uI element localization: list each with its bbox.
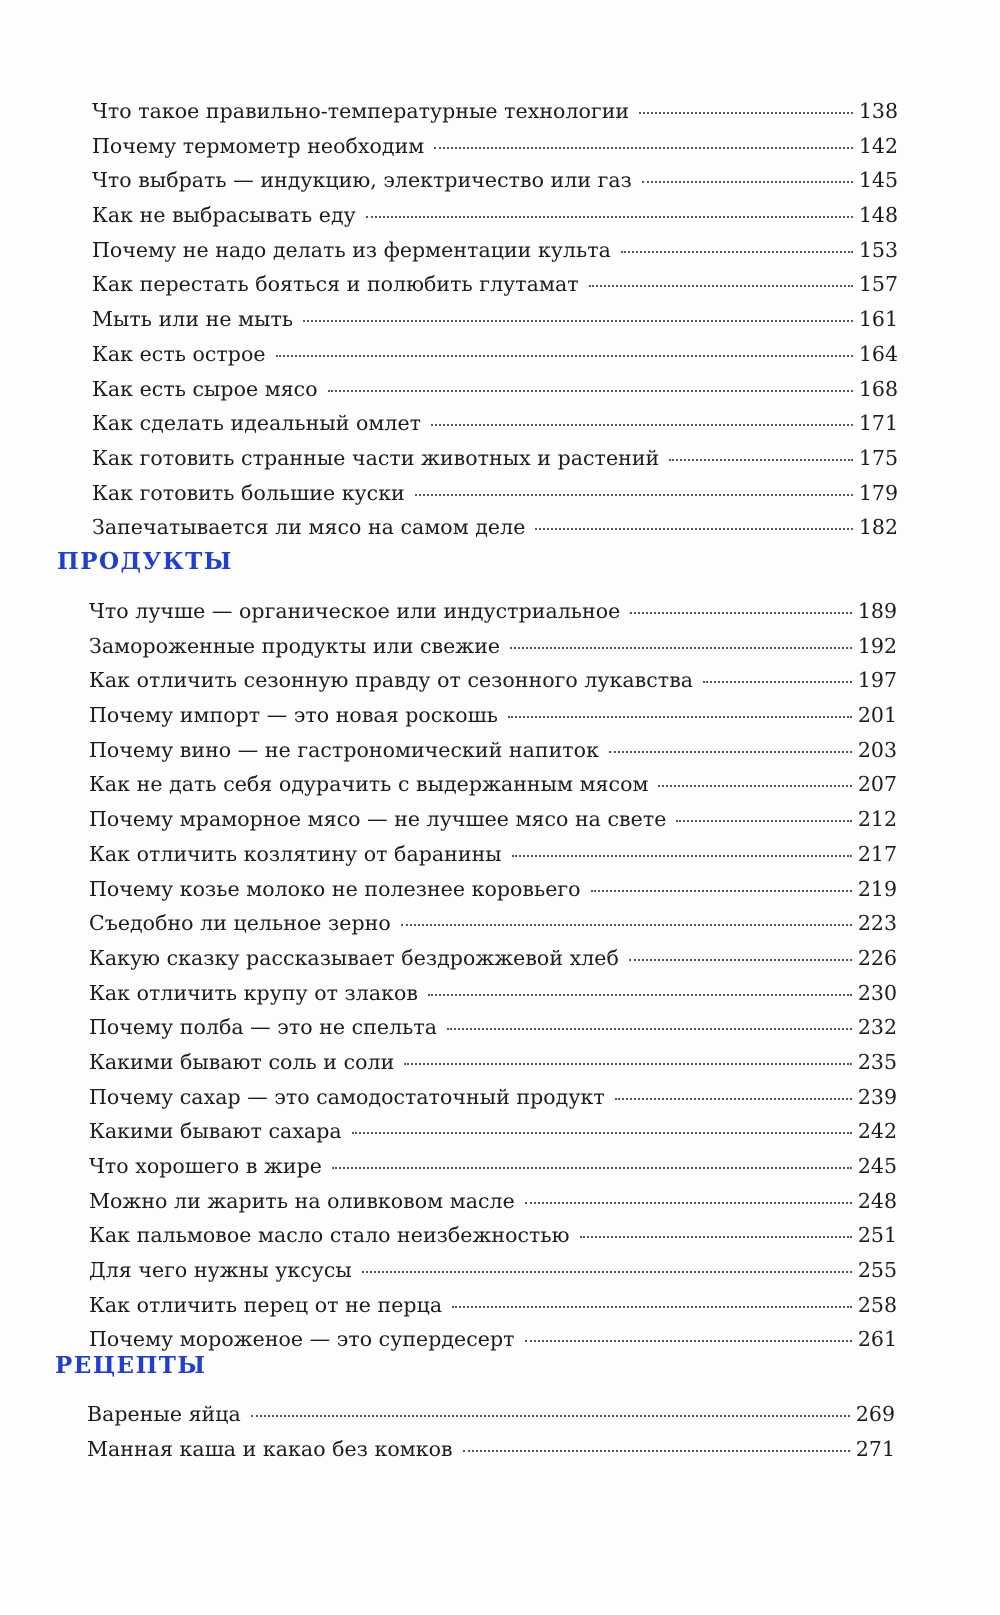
toc-leader-dots [512,854,852,857]
toc-entry [92,129,898,164]
toc-entry-title: Манная каша и какао без комков [87,1436,453,1461]
toc-entry [89,1184,897,1219]
toc-entry-page-number: 182 [858,515,898,540]
toc-leader-dots [328,389,853,392]
toc-entry [89,663,897,698]
toc-entry-title: Как сделать идеальный омлет [92,411,422,436]
toc-entry [89,941,897,976]
toc-leader-dots [447,1027,852,1030]
toc-entry [92,198,898,233]
toc-entry-title: Как перестать бояться и полюбить глутамат [92,272,579,297]
toc-entry-title: Почему мороженое — это супердесерт [89,1327,515,1352]
toc-entry [89,1288,897,1323]
toc-leader-dots [535,527,852,530]
toc-leader-dots [621,250,853,253]
toc-leader-dots [276,354,853,357]
toc-entry-title: Как не выбрасывать еду [92,203,356,228]
toc-entry [92,302,898,337]
toc-entry [89,802,897,837]
toc-entry [87,1397,895,1432]
toc-entry [89,1114,897,1149]
toc-entry-page-number: 179 [858,480,898,505]
toc-leader-dots [525,1339,852,1342]
toc-leader-dots [703,680,852,683]
toc-section-continued [92,94,898,545]
toc-entry-page-number: 255 [857,1258,897,1283]
toc-entry [89,837,897,872]
toc-entry [89,872,897,907]
toc-leader-dots [525,1201,852,1204]
toc-leader-dots [303,319,853,322]
toc-entry-title: Как пальмовое масло стало неизбежностью [89,1223,570,1248]
toc-leader-dots [630,611,852,614]
toc-leader-dots [642,180,853,183]
toc-entry-page-number: 175 [858,445,898,470]
toc-entry-page-number: 239 [857,1084,897,1109]
toc-leader-dots [431,423,853,426]
toc-entry-title: Съедобно ли цельное зерно [89,911,391,936]
toc-leader-dots [415,493,853,496]
toc-entry-page-number: 153 [858,237,898,262]
toc-entry-title: Можно ли жарить на оливковом масле [89,1188,515,1213]
toc-entry-title: Какими бывают соль и соли [89,1049,395,1074]
toc-leader-dots [404,1062,852,1065]
toc-entry [92,372,898,407]
toc-entry-title: Что лучше — органическое или индустриальное [89,599,621,623]
toc-entry-page-number: 245 [857,1154,897,1178]
toc-entry [92,163,898,198]
toc-entry [92,441,898,476]
toc-entry-page-number: 197 [857,668,897,693]
toc-entry-title: Как есть острое [92,341,266,366]
toc-entry-page-number: 248 [857,1188,897,1213]
toc-entry-title: Что выбрать — индукцию, электричество или газ [92,168,632,193]
toc-leader-dots [589,284,853,287]
toc-leader-dots [609,750,852,753]
toc-entry-page-number: 219 [857,876,897,901]
toc-entry-page-number: 230 [857,980,897,1005]
toc-entry-title: Почему мраморное мясо — не лучшее мясо на свете [89,807,667,832]
toc-entry-page-number: 164 [858,341,898,366]
toc-entry [89,1010,897,1045]
toc-leader-dots [362,1270,852,1273]
toc-entry [89,1322,897,1357]
toc-entry-title: Как отличить козлятину от баранины [89,841,502,866]
toc-entry-title: Какую сказку рассказывает бездрожжевой хлеб [89,945,619,970]
toc-entry-title: Почему не надо делать из ферментации культа [92,237,611,262]
toc-entry-title: Как не дать себя одурачить с выдержанным мясом [89,772,649,797]
toc-entry-title: Мыть или не мыть [92,307,294,332]
toc-entry-page-number: 271 [855,1436,895,1461]
toc-leader-dots [591,889,852,892]
toc-leader-dots [352,1131,852,1134]
toc-entry-page-number: 192 [857,633,897,658]
toc-entry-title: Для чего нужны уксусы [89,1258,352,1283]
toc-entry-page-number: 235 [857,1049,897,1074]
toc-entry-page-number: 232 [857,1015,897,1040]
toc-entry-page-number: 201 [857,703,897,728]
toc-entry-page-number: 261 [857,1327,897,1352]
toc-entry-page-number: 212 [857,807,897,832]
toc-entry-title: Как отличить сезонную правду от сезонного лукавства [89,668,694,693]
toc-entry-title: Как есть сырое мясо [92,376,318,401]
toc-entry-page-number: 242 [857,1119,897,1144]
toc-entry [92,476,898,511]
toc-entry-page-number: 207 [857,772,897,797]
toc-leader-dots [463,1449,850,1452]
toc-entry-page-number: 189 [857,599,897,623]
toc-entry [92,510,898,545]
toc-entry [89,1045,897,1080]
toc-entry [89,1080,897,1115]
toc-entry [92,337,898,372]
toc-leader-dots [508,715,852,718]
toc-leader-dots [251,1414,850,1417]
toc-entry-title: Как готовить большие куски [92,480,405,505]
toc-entry-title: Как отличить крупу от злаков [89,980,418,1005]
toc-entry-page-number: 223 [857,911,897,936]
toc-entry [92,233,898,268]
toc-entry-title: Вареные яйца [87,1402,241,1426]
toc-entry-title: Что хорошего в жире [89,1154,322,1178]
toc-entry-page-number: 203 [857,737,897,762]
toc-entry-page-number: 217 [857,841,897,866]
toc-entry-title: Почему импорт — это новая роскошь [89,703,498,728]
toc-entry-title: Почему сахар — это самодостаточный продукт [89,1084,605,1109]
toc-entry-title: Как готовить странные части животных и растений [92,445,660,470]
toc-leader-dots [452,1305,852,1308]
toc-entry-page-number: 226 [857,945,897,970]
toc-entry-title: Почему козье молоко не полезнее коровьего [89,876,581,901]
toc-entry [89,629,897,664]
toc-leader-dots [629,958,852,961]
toc-entry [89,594,897,629]
toc-leader-dots [639,111,853,114]
toc-entry [89,767,897,802]
toc-entry-page-number: 138 [858,99,898,123]
toc-entry-title: Почему вино — не гастрономический напиток [89,737,599,762]
toc-entry-title: Что такое правильно-температурные технологии [92,99,630,123]
toc-leader-dots [580,1235,852,1238]
toc-leader-dots [428,993,852,996]
toc-leader-dots [366,215,853,218]
toc-entry [89,1218,897,1253]
toc-leader-dots [510,646,852,649]
toc-entry [89,698,897,733]
toc-entry-page-number: 269 [855,1402,895,1426]
toc-entry-page-number: 142 [858,133,898,158]
toc-entry-title: Как отличить перец от не перца [89,1292,443,1317]
toc-leader-dots [434,146,853,149]
toc-entry-title: Почему термометр необходим [92,133,425,158]
toc-section-recipes [87,1397,895,1466]
toc-entry-page-number: 171 [858,411,898,436]
toc-section-products [89,594,897,1357]
toc-entry-page-number: 251 [857,1223,897,1248]
section-heading-recipes: РЕЦЕПТЫ [55,1352,207,1379]
toc-entry [89,1149,897,1184]
toc-leader-dots [676,819,851,822]
toc-entry [89,1253,897,1288]
toc-entry [89,976,897,1011]
toc-leader-dots [658,784,851,787]
toc-entry-page-number: 258 [857,1292,897,1317]
toc-leader-dots [401,923,852,926]
toc-entry [87,1432,895,1467]
toc-entry-page-number: 148 [858,203,898,228]
section-heading-products: ПРОДУКТЫ [57,548,233,575]
toc-entry [89,733,897,768]
toc-entry-title: Какими бывают сахара [89,1119,342,1144]
toc-entry [92,406,898,441]
toc-leader-dots [615,1097,852,1100]
toc-entry-title: Замороженные продукты или свежие [89,633,501,658]
toc-entry-page-number: 161 [858,307,898,332]
toc-entry [89,906,897,941]
toc-entry [92,94,898,129]
toc-leader-dots [669,458,853,461]
toc-entry-page-number: 157 [858,272,898,297]
toc-leader-dots [332,1166,852,1169]
toc-entry-page-number: 168 [858,376,898,401]
toc-entry-page-number: 145 [858,168,898,193]
toc-entry [92,267,898,302]
toc-entry-title: Запечатывается ли мясо на самом деле [92,515,526,540]
toc-entry-title: Почему полба — это не спельта [89,1015,438,1040]
